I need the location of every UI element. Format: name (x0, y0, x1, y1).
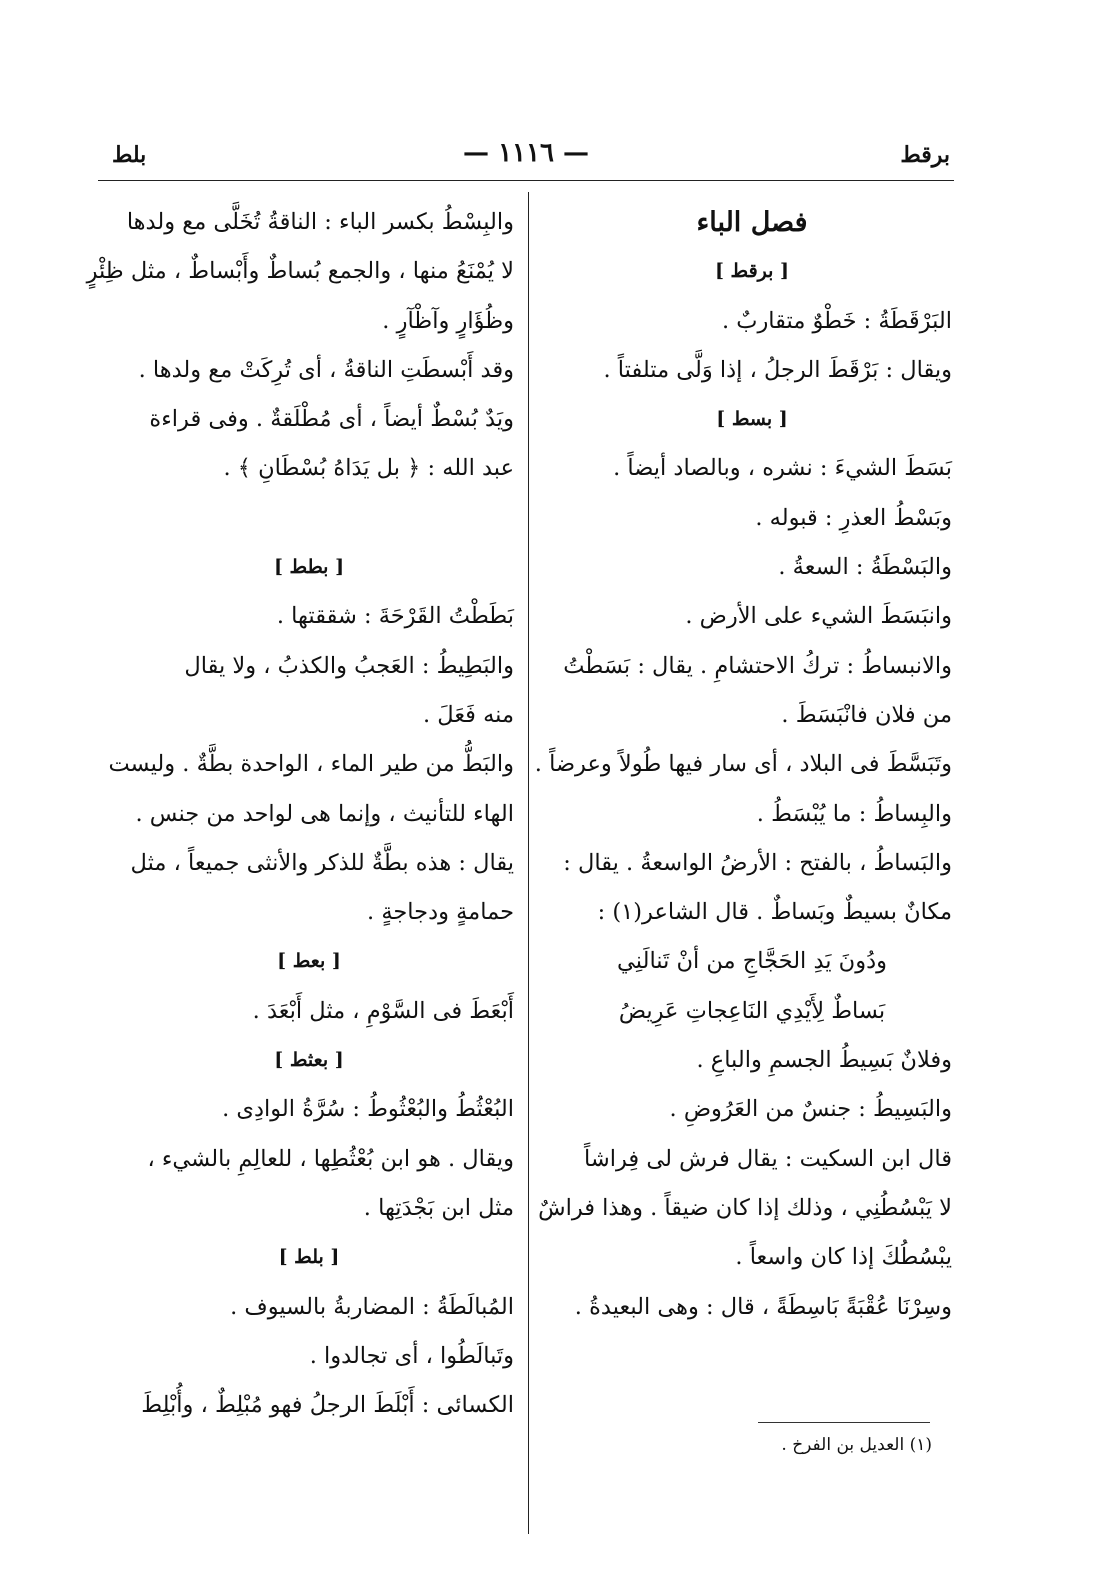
text-line: يبْسُطُكَ إذا كان واسعاً . (735, 1244, 952, 1271)
text-line: وظُؤَارٍ وآظْآرٍ . (382, 307, 514, 334)
text-line: البُعْثُطُ والبُعْثُوطُ : سُرَّةُ الوادِى . (222, 1096, 514, 1123)
verse-line: بَساطٌ لِأَيْدِي النَاعِجاتِ عَرِيضُ (618, 997, 886, 1024)
text-line: لا يُمْنَعُ منها ، والجمع بُساطٌ وأَبْساطٌ ، مثل ظِئْرٍ (86, 258, 514, 285)
text-line: قال ابن السكيت : يقال فرش لى فِراشاً (584, 1145, 952, 1172)
text-line: بَسَطَ الشيءَ : نشره ، وبالصاد أيضاً . (613, 455, 952, 482)
entry-label: [ بلط ] (278, 1246, 340, 1269)
text-line: وتَبالَطُوا ، أى تجالدوا . (309, 1342, 514, 1369)
text-line: وانبَسَطَ الشيء على الأرض . (685, 603, 952, 630)
text-line: الهاء للتأنيث ، وإنما هى لواحد من جنس . (135, 800, 514, 827)
entry-label: [ بسط ] (716, 408, 788, 431)
text-line: عبد الله : ﴿ بل يَدَاهُ بُسْطَانِ ﴾ . (223, 455, 514, 482)
page-number: — ١١١٦ — (463, 138, 589, 168)
section-title: فصل الباء (696, 207, 808, 238)
text-line: البَرْقَطَةُ : خَطْوٌ متقاربٌ . (721, 307, 952, 334)
text-line: وتَبَسَّطَ فى البلاد ، أى سار فيها طُولاً وعرضاً . (534, 751, 952, 778)
text-line: والانبساطُ : تركُ الاحتشامِ . يقال : بَسَطْتُ (563, 652, 952, 679)
text-line: والبَساطُ ، بالفتح : الأرضُ الواسعةُ . يقال : (563, 849, 952, 876)
text-line: الكسائى : أَبْلَطَ الرجلُ فهو مُبْلِطٌ ، وأُبْلِطَ (141, 1392, 514, 1419)
footnote-rule (758, 1422, 930, 1423)
text-line: وسِرْنَا عُقْبَةً بَاسِطَةً ، قال : وهى البعيدةُ . (574, 1293, 952, 1320)
text-line: والبَسْطَةُ : السعةُ . (778, 554, 952, 581)
header-rule (98, 180, 954, 181)
text-line: منه فَعَلَ . (422, 701, 514, 728)
text-line: وبَسْطُ العذرِ : قبوله . (755, 504, 952, 531)
text-line: والبَطُّ من طير الماء ، الواحدة بطَّةٌ . وليست (108, 751, 514, 778)
text-line: من فلان فانْبَسَطَ . (781, 701, 952, 728)
right-column (534, 198, 952, 1332)
text-line: والبَسِيطُ : جنسٌ من العَرُوضِ . (669, 1096, 952, 1123)
left-column (86, 198, 514, 1430)
text-line: مكانٌ بسيطٌ وبَساطٌ . قال الشاعر(١) : (597, 899, 952, 926)
text-line: ويقال : بَرْقَطَ الرجلُ ، إذا وَلَّى متلفتاً . (603, 356, 952, 383)
header-left-word: بلط (112, 142, 147, 168)
text-line: مثل ابن بَجْدَتِها . (363, 1194, 514, 1221)
text-line: حمامةٍ ودجاجةٍ . (367, 899, 514, 926)
text-line: والبِسْطُ بكسر الباء : الناقةُ تُخَلَّى مع ولدها (126, 209, 514, 235)
entry-label: [ بطط ] (273, 556, 345, 579)
entry-label: [ بعثط ] (274, 1049, 344, 1072)
text-line: وقد أَبْسطَتِ الناقةُ ، أى تُرِكَتْ مع ولدها . (138, 356, 514, 383)
text-line: أَبْعَطَ فى السَّوْمِ ، مثل أَبْعَدَ . (252, 997, 514, 1024)
entry-label: [ برقط ] (714, 260, 790, 283)
text-line: بَطَطْتُ القَرْحَةَ : شققتها . (276, 603, 514, 630)
text-line: ويَدٌ بُسْطٌ أيضاً ، أى مُطْلَقةٌ . وفى قراءة (149, 406, 514, 433)
spacer-line (104, 494, 514, 543)
text-line: والبِساطُ : ما يُبْسَطُ . (756, 800, 952, 827)
footnote: (١) العديل بن الفرخ . (781, 1435, 932, 1455)
text-line: والبَطِيطُ : العَجبُ والكذبُ ، ولا يقال (184, 652, 514, 679)
text-line: يقال : هذه بطَّةٌ للذكر والأنثى جميعاً ، مثل (130, 849, 514, 876)
text-line: ويقال . هو ابن بُعْثُطِها ، للعالِمِ بالشيء ، (147, 1145, 514, 1172)
text-line: وفلانٌ بَسِيطُ الجسمِ والباعِ . (696, 1047, 952, 1074)
column-divider (528, 192, 529, 1534)
entry-label: [ بعط ] (277, 950, 341, 973)
verse-line: ودُونَ يَدِ الحَجَّاجِ من أنْ تَنالَنِي (617, 948, 887, 975)
page-header (98, 138, 954, 178)
header-right-word: برقط (900, 142, 950, 168)
text-line: لا يَبْسُطُنِي ، وذلك إذا كان ضيقاً . وهذا فراشٌ (538, 1194, 952, 1221)
text-line: المُبالَطَةُ : المضاربةُ بالسيوف . (230, 1293, 514, 1320)
